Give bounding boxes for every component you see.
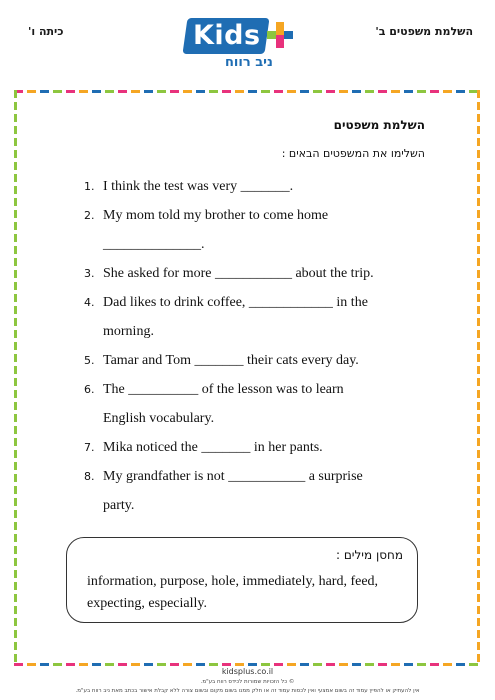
sentence-text: Tamar and Tom _______ their cats every day. <box>103 353 359 368</box>
sentence-item <box>84 375 430 433</box>
sentence-text: The __________ of the lesson was to learn <box>103 382 344 397</box>
sentence-item <box>84 433 430 462</box>
sentence-continuation: ______________. <box>103 237 205 252</box>
item-number: 5. <box>84 354 95 367</box>
sentence-list <box>84 172 430 520</box>
site-url: kidsplus.co.il <box>221 667 274 676</box>
sentence-item <box>84 172 430 201</box>
item-number: 2. <box>84 209 95 222</box>
worksheet-title: השלמת משפטים <box>333 118 425 132</box>
word-bank-box <box>66 537 418 623</box>
sentence-item <box>84 201 430 259</box>
sentence-text: I think the test was very _______. <box>103 179 294 194</box>
sentence-text: Mika noticed the _______ in her pants. <box>103 440 323 455</box>
sentence-item <box>84 462 430 520</box>
copyright-text: © כל הזכויות שמורות לכידס רווח בע"מ. <box>200 679 295 685</box>
sentence-text: My mom told my brother to come home <box>103 208 329 223</box>
frame-top-border <box>14 90 480 93</box>
copyright-notice: אין להעתיק או להפיץ עמוד זה בשום אמצעי ואין לכסות עמוד זה או חלק ממנו בשום מקום ובשום צורה ללא קבלת אישור בכתב מאת ניב רווח בע"מ. <box>75 688 420 694</box>
sentence-text: She asked for more ___________ about the trip. <box>103 266 374 281</box>
word-bank-words: information, purpose, hole, immediately, hard, feed, expecting, especially. <box>87 574 379 611</box>
sentence-text: Dad likes to drink coffee, ____________ in the <box>103 295 368 310</box>
sentence-continuation: party. <box>103 498 135 513</box>
worksheet-subject-header: השלמת משפטים ב' <box>375 25 473 38</box>
kidsplus-logo <box>185 18 300 72</box>
frame-bottom-border <box>14 663 480 666</box>
logo-subtitle: ניב רווח <box>225 55 273 70</box>
worksheet-instructions: השלימו את המשפטים הבאים : <box>281 147 425 160</box>
sentence-item <box>84 288 430 346</box>
sentence-text: My grandfather is not ___________ a surprise <box>103 469 363 484</box>
frame-left-border <box>14 90 17 666</box>
item-number: 1. <box>84 180 95 193</box>
sentence-item <box>84 346 430 375</box>
sentence-item <box>84 259 430 288</box>
item-number: 3. <box>84 267 95 280</box>
sentence-continuation: morning. <box>103 324 154 339</box>
item-number: 6. <box>84 383 95 396</box>
word-bank-label: מחסן מילים : <box>335 548 403 562</box>
item-number: 7. <box>84 441 95 454</box>
plus-icon <box>267 22 293 48</box>
frame-right-border <box>477 90 480 666</box>
grade-header: כיתה ו' <box>28 25 64 38</box>
item-number: 4. <box>84 296 95 309</box>
item-number: 8. <box>84 470 95 483</box>
logo-word: Kids <box>193 20 261 51</box>
sentence-continuation: English vocabulary. <box>103 411 215 426</box>
